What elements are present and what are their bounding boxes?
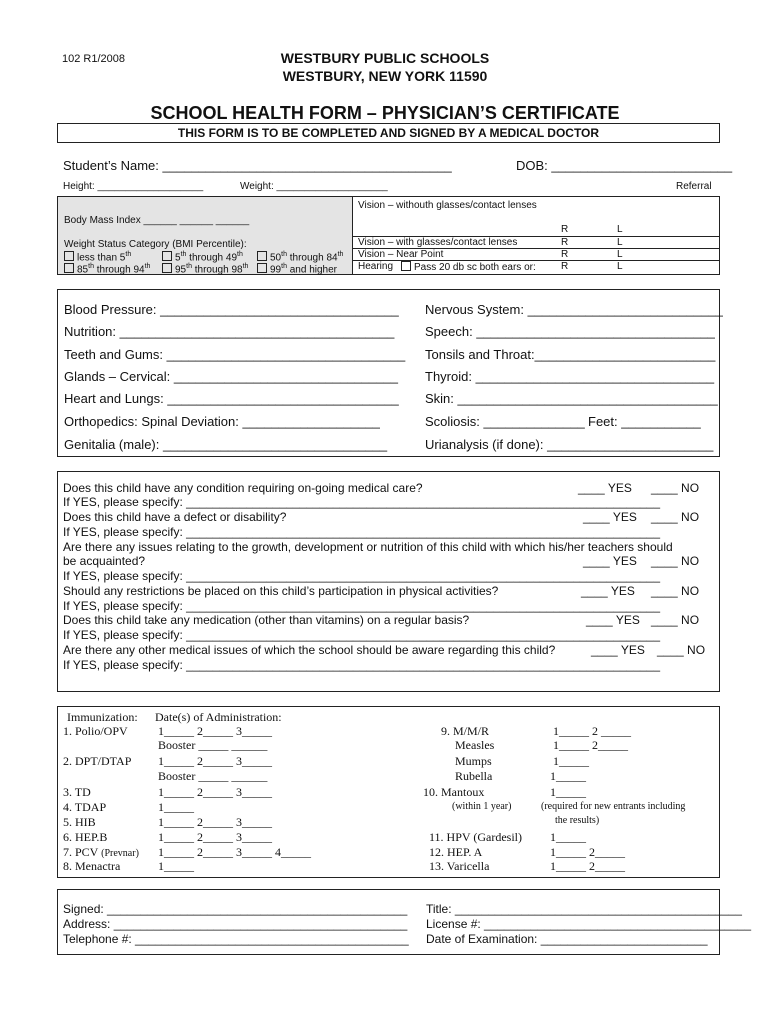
- other-issues-no[interactable]: ____ NO: [657, 643, 706, 657]
- nervous-system-field[interactable]: Nervous System: ___________________________: [425, 302, 723, 317]
- vision-with-right[interactable]: R: [561, 237, 569, 248]
- mantoux-results-note: the results): [555, 815, 600, 826]
- bmi-option-under-5[interactable]: less than 5th: [64, 251, 131, 263]
- tdap-dates[interactable]: 1_____: [158, 800, 194, 814]
- restrictions-specify[interactable]: If YES, please specify: _______________________________________________________________________: [63, 599, 661, 613]
- dates-header: Date(s) of Administration:: [155, 710, 282, 724]
- hpv-dates[interactable]: 1_____: [550, 830, 586, 844]
- tonsils-throat-field[interactable]: Tonsils and Throat:_________________________: [425, 347, 716, 362]
- dpt-label: 2. DPT/DTAP: [63, 754, 132, 768]
- hepa-dates[interactable]: 1_____ 2_____: [550, 845, 625, 859]
- genitalia-field[interactable]: Genitalia (male): _______________________________: [64, 437, 388, 452]
- hearing-right[interactable]: R: [561, 261, 569, 272]
- question-disability: Does this child have a defect or disability?: [63, 510, 287, 524]
- mantoux-dates[interactable]: 1_____: [550, 785, 586, 799]
- measles-label: Measles: [455, 738, 495, 752]
- blood-pressure-field[interactable]: Blood Pressure: _________________________________: [64, 302, 399, 317]
- vision-near-label: Vision – Near Point: [358, 249, 444, 260]
- exam-date-field[interactable]: Date of Examination: _________________________: [426, 932, 708, 946]
- bmi-option-99-plus[interactable]: 99th and higher: [257, 263, 337, 275]
- teeth-gums-field[interactable]: Teeth and Gums: _________________________________: [64, 347, 406, 362]
- form-title: SCHOOL HEALTH FORM – PHYSICIAN’S CERTIFICATE: [150, 103, 620, 123]
- hearing-pass-option[interactable]: Pass 20 db sc both ears or:: [401, 261, 536, 273]
- bmi-vision-box: [57, 196, 720, 275]
- polio-dates[interactable]: 1_____ 2_____ 3_____: [158, 724, 272, 738]
- measles-dates[interactable]: 1_____ 2_____: [553, 738, 628, 752]
- hpv-label: 11. HPV (Gardesil): [429, 830, 522, 844]
- address-field[interactable]: Address: ____________________________________________: [63, 917, 408, 931]
- glands-cervical-field[interactable]: Glands – Cervical: _______________________________: [64, 369, 398, 384]
- vision-without-left[interactable]: L: [617, 224, 623, 235]
- restrictions-yes[interactable]: ____ YES: [581, 584, 635, 598]
- question-medication: Does this child take any medication (other than vitamins) on a regular basis?: [63, 613, 470, 627]
- signature-box: [57, 889, 751, 955]
- license-field[interactable]: License #: ________________________________________: [426, 917, 751, 931]
- vision-near-right[interactable]: R: [561, 249, 569, 260]
- ongoing-care-yes[interactable]: ____ YES: [578, 481, 632, 495]
- vision-with-left[interactable]: L: [617, 237, 623, 248]
- medication-yes[interactable]: ____ YES: [586, 613, 640, 627]
- orthopedics-field[interactable]: Orthopedics: Spinal Deviation: ___________________: [64, 414, 380, 429]
- questions-box: [57, 471, 720, 692]
- medication-no[interactable]: ____ NO: [651, 613, 700, 627]
- pcv-label: 7. PCV (Prevnar): [63, 845, 139, 859]
- question-ongoing-care: Does this child have any condition requiring on-going medical care?: [63, 481, 423, 495]
- growth-yes[interactable]: ____ YES: [583, 554, 637, 568]
- mumps-label: Mumps: [455, 754, 492, 768]
- question-restrictions: Should any restrictions be placed on this child’s participation in physical activities?: [63, 584, 499, 598]
- question-other-issues: Are there any other medical issues of which the school should be aware regarding this child?: [63, 643, 556, 657]
- mumps-dates[interactable]: 1_____: [553, 754, 589, 768]
- question-growth-line1: Are there any issues relating to the growth, development or nutrition of this child with which his/her teachers should: [63, 540, 673, 554]
- bmi-index-field[interactable]: Body Mass Index ______ ______ ______: [64, 215, 250, 226]
- referral-label: Referral: [676, 181, 712, 192]
- hib-dates[interactable]: 1_____ 2_____ 3_____: [158, 815, 272, 829]
- disability-specify[interactable]: If YES, please specify: _______________________________________________________________________: [63, 525, 661, 539]
- height-field[interactable]: Height: ___________________: [63, 181, 204, 192]
- varicella-label: 13. Varicella: [429, 859, 490, 873]
- other-issues-yes[interactable]: ____ YES: [591, 643, 645, 657]
- medication-specify[interactable]: If YES, please specify: _______________________________________________________________________: [63, 628, 661, 642]
- hearing-row: [353, 260, 719, 273]
- weight-field[interactable]: Weight: ____________________: [240, 181, 388, 192]
- hib-label: 5. HIB: [63, 815, 96, 829]
- mmr-dates[interactable]: 1_____ 2 _____: [553, 724, 631, 738]
- mantoux-within-note: (within 1 year): [452, 801, 512, 812]
- pcv-dates[interactable]: 1_____ 2_____ 3_____ 4_____: [158, 845, 311, 859]
- nutrition-field[interactable]: Nutrition: ______________________________________: [64, 324, 395, 339]
- tdap-label: 4. TDAP: [63, 800, 107, 814]
- checkbox-icon[interactable]: [64, 263, 74, 273]
- immunization-box: [57, 706, 720, 878]
- bmi-panel: [58, 197, 352, 274]
- checkbox-icon[interactable]: [162, 263, 172, 273]
- skin-field[interactable]: Skin: ____________________________________: [425, 391, 718, 406]
- polio-label: 1. Polio/OPV: [63, 724, 128, 738]
- hearing-label: Hearing: [358, 261, 394, 272]
- form-code: 102 R1/2008: [62, 53, 125, 65]
- polio-booster[interactable]: Booster _____ ______: [158, 738, 268, 752]
- telephone-field[interactable]: Telephone #: _________________________________________: [63, 932, 409, 946]
- student-name-field[interactable]: Student’s Name: ________________________________________: [63, 158, 452, 173]
- vision-without-label: Vision – withouth glasses/contact lenses: [358, 200, 537, 211]
- school-name: WESTBURY PUBLIC SCHOOLS: [280, 50, 490, 66]
- menactra-label: 8. Menactra: [63, 859, 121, 873]
- question-growth-line2: be acquainted?: [63, 554, 146, 568]
- heart-lungs-field[interactable]: Heart and Lungs: ________________________________: [64, 391, 399, 406]
- td-label: 3. TD: [63, 785, 91, 799]
- vision-with-label: Vision – with glasses/contact lenses: [358, 237, 518, 248]
- bmi-option-50-84[interactable]: 50th through 84th: [257, 251, 343, 263]
- exam-box: [57, 289, 723, 457]
- hepb-label: 6. HEP.B: [63, 830, 108, 844]
- disability-yes[interactable]: ____ YES: [583, 510, 637, 524]
- mantoux-required-note: (required for new entrants including: [541, 801, 686, 812]
- ongoing-care-specify[interactable]: If YES, please specify: _______________________________________________________________________: [63, 495, 661, 509]
- vision-panel: [353, 197, 719, 274]
- menactra-dates[interactable]: 1_____: [158, 859, 194, 873]
- immunization-header: Immunization:: [67, 710, 138, 724]
- signed-field[interactable]: Signed: _____________________________________________: [63, 902, 408, 916]
- bmi-option-95-98[interactable]: 95th through 98th: [162, 263, 248, 275]
- thyroid-field[interactable]: Thyroid: _________________________________: [425, 369, 715, 384]
- dob-field[interactable]: DOB: _________________________: [516, 158, 733, 173]
- mmr-label: 9. M/M/R: [441, 724, 490, 738]
- rubella-dates[interactable]: 1_____: [550, 769, 586, 783]
- td-dates[interactable]: 1_____ 2_____ 3_____: [158, 785, 272, 799]
- school-city: WESTBURY, NEW YORK 11590: [282, 68, 488, 84]
- checkbox-icon[interactable]: [401, 261, 411, 271]
- banner-text: THIS FORM IS TO BE COMPLETED AND SIGNED BY A MEDICAL DOCTOR: [177, 126, 600, 140]
- dpt-booster[interactable]: Booster _____ ______: [158, 769, 268, 783]
- varicella-dates[interactable]: 1_____ 2_____: [550, 859, 625, 873]
- feet-field[interactable]: Feet: ___________: [588, 414, 701, 429]
- banner-box: [57, 123, 720, 143]
- checkbox-icon[interactable]: [257, 251, 267, 261]
- title-field[interactable]: Title: ___________________________________________: [426, 902, 742, 916]
- checkbox-icon[interactable]: [257, 263, 267, 273]
- bmi-category-label: Weight Status Category (BMI Percentile):: [64, 239, 247, 250]
- checkbox-icon[interactable]: [64, 251, 74, 261]
- growth-specify[interactable]: If YES, please specify: _______________________________________________________________________: [63, 569, 661, 583]
- scoliosis-field[interactable]: Scoliosis: ______________: [425, 414, 585, 429]
- vision-near-left[interactable]: L: [617, 249, 623, 260]
- hepb-dates[interactable]: 1_____ 2_____ 3_____: [158, 830, 272, 844]
- vision-without-right[interactable]: R: [561, 224, 569, 235]
- hearing-left[interactable]: L: [617, 261, 623, 272]
- rubella-label: Rubella: [455, 769, 493, 783]
- hepa-label: 12. HEP. A: [429, 845, 483, 859]
- bmi-option-85-94[interactable]: 85th through 94th: [64, 263, 150, 275]
- bmi-option-5-49[interactable]: 5th through 49th: [162, 251, 243, 263]
- mantoux-label: 10. Mantoux: [423, 785, 485, 799]
- checkbox-icon[interactable]: [162, 251, 172, 261]
- restrictions-no[interactable]: ____ NO: [651, 584, 700, 598]
- growth-no[interactable]: ____ NO: [651, 554, 700, 568]
- disability-no[interactable]: ____ NO: [651, 510, 700, 524]
- speech-field[interactable]: Speech: _________________________________: [425, 324, 715, 339]
- dpt-dates[interactable]: 1_____ 2_____ 3_____: [158, 754, 272, 768]
- ongoing-care-no[interactable]: ____ NO: [651, 481, 700, 495]
- urinalysis-field[interactable]: Urianalysis (if done): _______________________: [425, 437, 714, 452]
- other-issues-specify[interactable]: If YES, please specify: _______________________________________________________________________: [63, 658, 661, 672]
